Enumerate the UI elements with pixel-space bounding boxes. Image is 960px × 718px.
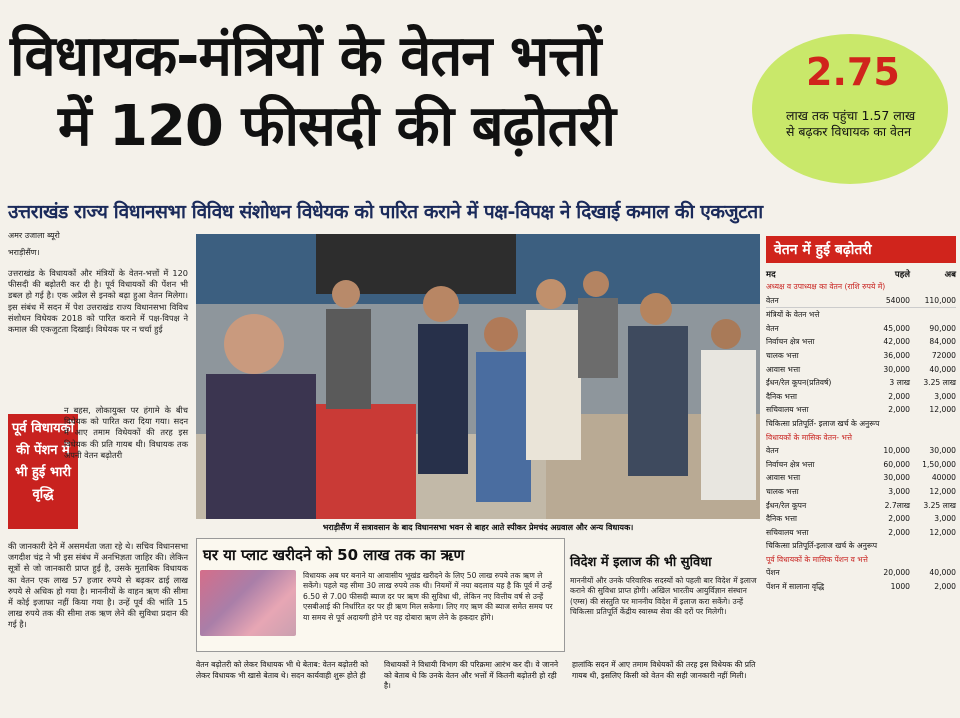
row-after: 3.25 लाख: [923, 378, 956, 388]
salary-table-row: [766, 512, 956, 526]
row-before: 54000: [885, 295, 910, 305]
row-label: पूर्व विधायकों के मासिक पेंशन व भत्ते: [766, 554, 868, 564]
currency-notes-image: [200, 570, 296, 636]
row-after: 72000: [931, 350, 956, 360]
row-after: 1,50,000: [922, 459, 956, 469]
subheadline: उत्तराखंड राज्य विधानसभा विविध संशोधन विधेयक को पारित कराने में पक्ष-विपक्ष ने दिखाई कमाल की एकजुटता: [8, 201, 763, 223]
row-label: निर्वाचन क्षेत्र भत्ता: [766, 459, 815, 469]
salary-table-row: [766, 403, 956, 417]
row-after: [910, 308, 956, 322]
row-after: 90,000: [929, 323, 956, 333]
row-after: 40,000: [929, 364, 956, 374]
row-label: ईंधन/रेल कूपन(प्रतिवर्ष): [766, 378, 832, 388]
salary-table-header: [766, 269, 956, 280]
row-before: 2,000: [888, 527, 910, 537]
row-after: 30,000: [929, 446, 956, 456]
row-after: [910, 431, 956, 445]
row-label: वेतन: [766, 446, 779, 456]
treatment-box-title: विदेश में इलाज की भी सुविधा: [570, 555, 712, 570]
row-after: 12,000: [929, 405, 956, 415]
salary-table-row: [766, 444, 956, 458]
row-label: आवास भत्ता: [766, 364, 801, 374]
salary-table-row: [766, 390, 956, 404]
row-before: 2,000: [888, 514, 910, 524]
row-label: पेंशन में सालाना वृद्धि: [766, 582, 825, 592]
salary-table-row: [766, 417, 956, 431]
row-before: 3 लाख: [889, 378, 910, 388]
salary-table-row: [766, 280, 956, 294]
col-after: अब: [944, 270, 956, 280]
headline-line-1: विधायक-मंत्रियों के वेतन भत्तों: [10, 24, 601, 89]
salary-table-row: [766, 485, 956, 499]
treatment-box-body: माननीयों और उनके परिवारिक सदस्यों को पहली बार विदेश में इलाज कराने की सुविधा प्राप्त होगी। अखिल भारतीय आयुर्विज्ञान संस्थान (एम्स) की संस्तुति पर माननीय विदेश में इलाज करा सकेंगे। उन्हें चिकित्सा प्रतिपूर्ति केंद्रीय स्वास्थ्य सेवा की दरों पर मिलेगी।: [570, 576, 757, 617]
row-label: सचिवालय भत्ता: [766, 527, 809, 537]
salary-table-row: [766, 526, 956, 540]
row-after: [910, 553, 956, 567]
dateline: भराड़ीसैंण।: [8, 248, 40, 257]
row-before: [870, 308, 910, 322]
headline-line-2: में 120 फीसदी की बढ़ोतरी: [58, 94, 615, 159]
salary-table-title: वेतन में हुई बढ़ोतरी: [766, 236, 956, 263]
row-after: 2,000: [934, 582, 956, 592]
row-before: 2.7लाख: [884, 500, 910, 510]
row-before: 30,000: [883, 473, 910, 483]
article-para-3: की जानकारी देने में असमर्थता जता रहे थे। सचिव विधानसभा जगदीश चंद्र ने भी इस संबंध में अनभिज्ञता जाहिर की। लेकिन सूत्रों से जो जानकारी प्राप्त हुई है, उसके मुताबिक विधायक का वेतन एक लाख 57 हजार रुपये से बढ़कर ढाई लाख रुपये से अधिक हो गया है। माननीयों के वाहन ऋण की सीमा में कोई इजाफा नहीं किया गया है। उन्हें पूर्व की भांति 15 लाख रुपये तक की सीमा तक ऋण लेने की सुविधा प्रदान की गई है।: [8, 541, 188, 630]
bottom-text-left: वेतन बढ़ोतरी को लेकर विधायक भी थे बेताब: वेतन बढ़ोतरी को लेकर विधायक भी खासे बेताब थे। सदन कार्यवाही शुरू होते ही: [196, 660, 369, 680]
bottom-text-middle: विधायकों ने विधायी विभाग की परिक्रमा आरंभ कर दी। वे जानने को बेताब थे कि उनके वेतन और भत्तों में कितनी बढ़ोतरी हो रही है।: [384, 660, 559, 690]
row-label: दैनिक भत्ता: [766, 514, 798, 524]
news-photo-illustration: [196, 234, 760, 519]
row-label: मंत्रियों के वेतन भत्ते: [766, 310, 820, 320]
row-before: [877, 539, 914, 553]
row-after: 40,000: [929, 568, 956, 578]
highlight-number: 2.75: [806, 50, 900, 94]
salary-table-row: [766, 335, 956, 349]
salary-table-row: [766, 363, 956, 377]
col-before: पहले: [894, 270, 910, 280]
row-label: आवास भत्ता: [766, 473, 801, 483]
row-label: चालक भत्ता: [766, 486, 799, 496]
row-before: 2,000: [888, 391, 910, 401]
news-photo: [196, 234, 760, 519]
row-after: 40000: [931, 473, 956, 483]
headline: [10, 22, 750, 162]
pension-callout: पूर्व विधायकों की पेंशन में भी हुई भारी वृद्धि: [8, 414, 78, 529]
article-para-2: न बहस, लोकायुक्त पर हंगामे के बीच विधेयक को पारित करा दिया गया। सदन में आए तमाम विधेयकों की तरह इस विधेयक की प्रति गायब थी। विधायक तक अपनी वेतन बढ़ोतरी: [64, 405, 188, 460]
salary-table-row: [766, 349, 956, 363]
row-before: 10,000: [883, 446, 910, 456]
salary-table-row: [766, 376, 956, 390]
row-before: 45,000: [883, 323, 910, 333]
row-after: 3.25 लाख: [923, 500, 956, 510]
row-before: 42,000: [883, 337, 910, 347]
salary-table-row: [766, 499, 956, 513]
salary-table-row: [766, 322, 956, 336]
row-label: दैनिक भत्ता: [766, 391, 798, 401]
row-label: चिकित्सा प्रतिपूर्ति-इलाज खर्च के अनुरूप: [766, 541, 878, 551]
salary-table-row: [766, 566, 956, 580]
col-item: मद: [766, 270, 776, 280]
photo-caption: भराड़ीसैंण में सत्रावसान के बाद विधानसभा भवन से बाहर आते स्पीकर प्रेमचंद अग्रवाल और अन्य विधायक।: [322, 523, 634, 532]
row-label: निर्वाचन क्षेत्र भत्ता: [766, 337, 815, 347]
row-label: सचिवालय भत्ता: [766, 405, 809, 415]
row-after: [918, 280, 956, 294]
row-before: 1000: [890, 582, 910, 592]
row-after: 3,000: [934, 514, 956, 524]
salary-table: [766, 236, 956, 594]
row-before: 30,000: [883, 364, 910, 374]
highlight-text: लाख तक पहुंचा 1.57 लाख से बढ़कर विधायक का वेतन: [786, 108, 916, 139]
row-label: चालक भत्ता: [766, 350, 799, 360]
row-after: 84,000: [929, 337, 956, 347]
row-label: अध्यक्ष व उपाध्यक्ष का वेतन (राशि रुपये में): [766, 282, 886, 291]
row-after: 3,000: [934, 391, 956, 401]
salary-table-row: [766, 458, 956, 472]
salary-table-row: [766, 431, 956, 445]
salary-table-row: [766, 553, 956, 567]
row-before: [879, 417, 915, 431]
row-after: 12,000: [929, 527, 956, 537]
row-after: 12,000: [929, 486, 956, 496]
salary-table-row: [766, 539, 956, 553]
salary-table-row: [766, 580, 956, 594]
salary-table-row: [766, 471, 956, 485]
row-before: 2,000: [888, 405, 910, 415]
row-label: विधायकों के मासिक वेतन- भत्ते: [766, 432, 853, 442]
treatment-box: [570, 552, 764, 618]
row-before: [885, 280, 918, 294]
row-after: [915, 417, 956, 431]
row-label: वेतन: [766, 295, 779, 305]
row-after: [914, 539, 956, 553]
row-before: [870, 431, 910, 445]
byline: अमर उजाला ब्यूरो: [8, 231, 60, 240]
salary-table-row: [766, 307, 956, 322]
loan-box-body: विधायक अब घर बनाने या आवासीय भूखंड खरीदने के लिए 50 लाख रुपये तक ऋण ले सकेंगे। पहले यह सीमा 30 लाख रुपये तक थी। नियमों में नया बदलाव यह है कि पूर्व में उन्हें 6.50 से 7.00 फीसदी ब्याज दर पर ऋण की सुविधा थी, लेकिन नए वित्तीय वर्ष से उन्हें एसबीआई की निर्धारित दर पर ही ऋण मिल सकेगा। लिए गए ऋण की ब्याज समेत समय पर या समय से पूर्व अदायगी होने पर वह दोबारा ऋण लेने के हकदार होंगे।: [303, 571, 553, 622]
row-before: 20,000: [883, 568, 910, 578]
row-before: 36,000: [883, 350, 910, 360]
loan-box-title: घर या प्लाट खरीदने को 50 लाख तक का ऋण: [203, 546, 465, 564]
row-before: 3,000: [888, 486, 910, 496]
bottom-text-right: हालांकि सदन में आए तमाम विधेयकों की तरह इस विधेयक की प्रति गायब थी, इसलिए किसी को वेतन की सही जानकारी नहीं मिली।: [572, 660, 756, 680]
row-before: 60,000: [883, 459, 910, 469]
row-label: चिकित्सा प्रतिपूर्ति- इलाज खर्च के अनुरूप: [766, 418, 880, 428]
row-after: 110,000: [924, 295, 956, 305]
row-label: वेतन: [766, 323, 779, 333]
salary-table-row: [766, 294, 956, 308]
article-para-1: उत्तराखंड के विधायकों और मंत्रियों के वेतन-भत्तों में 120 फीसदी की बढ़ोतरी कर दी है। पूर्व विधायकों की पेंशन भी डबल हो गई है। एक अप्रैल से इनको बढ़ा हुआ वेतन मिलेगा। इस संबंध में सदन में पेश उत्तराखंड राज्य विधानसभा विविध संशोधन विधेयक 2018 को पारित कराने में पक्ष-विपक्ष ने कमाल की एकजुटता दिखाई। विधेयक पर न चर्चा हुई: [8, 268, 188, 335]
row-label: ईंधन/रेल कूपन: [766, 500, 807, 510]
row-before: [870, 553, 910, 567]
salary-table-rows: [766, 280, 956, 594]
row-label: पेंशन: [766, 568, 780, 578]
